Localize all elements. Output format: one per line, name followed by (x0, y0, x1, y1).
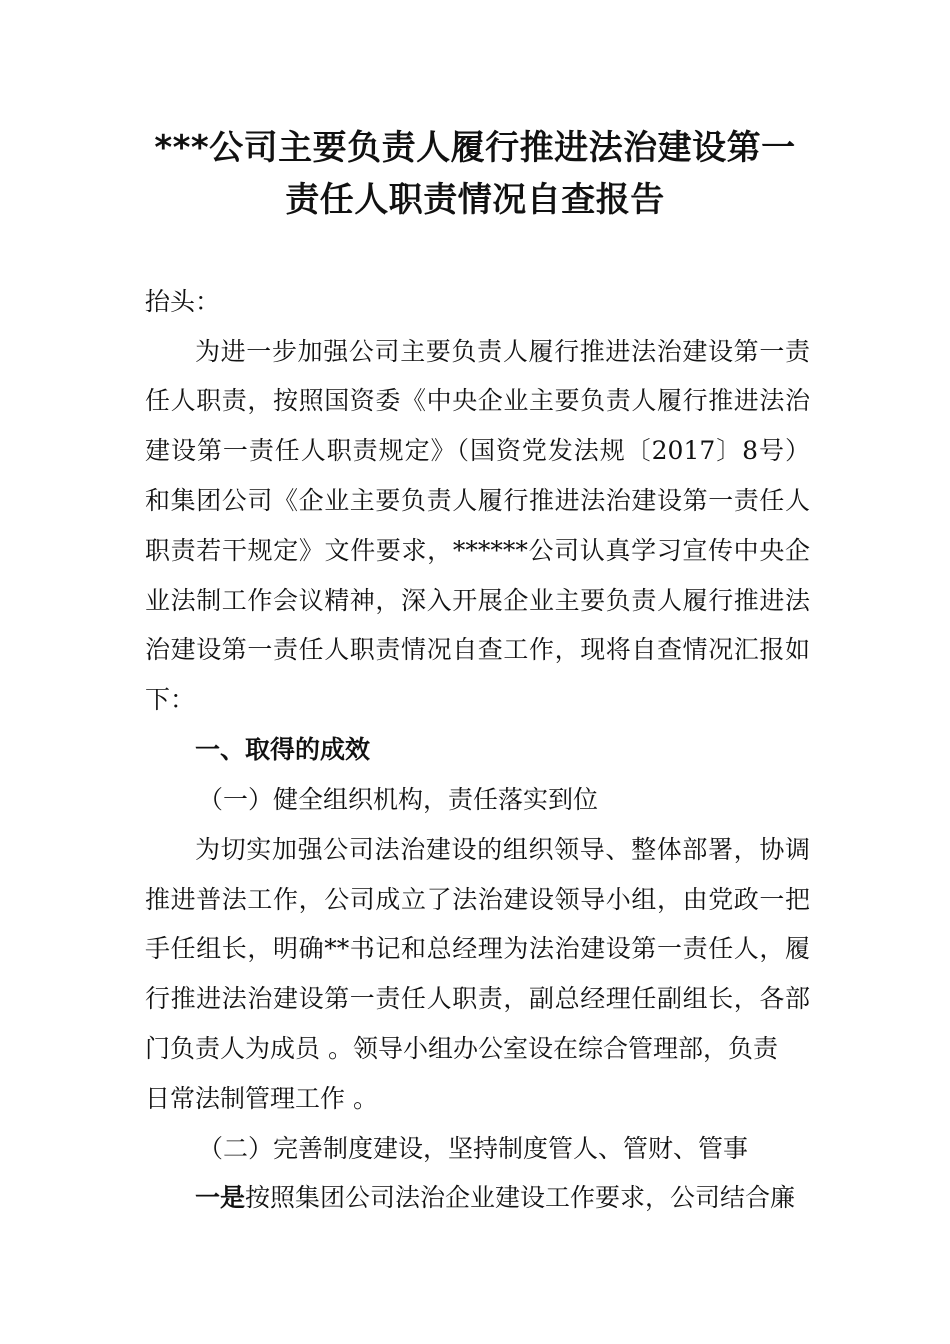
sub2-line-1 (195, 1181, 810, 1215)
subsection-heading-2: （二）完善制度建设，坚持制度管人、管财、管事 (198, 1134, 749, 1163)
intro-line-7: 治建设第一责任人职责情况自查工作，现将自查情况汇报如 (145, 635, 810, 664)
sub1-line-6: 日常法制管理工作 。 (145, 1084, 378, 1113)
sub2-line-text: 按照集团公司法治企业建设工作要求，公司结合廉 (245, 1183, 796, 1212)
sub1-line-3: 手任组长，明确**书记和总经理为法治建设第一责任人，履 (145, 934, 810, 963)
sub1-line-5: 门负责人为成员 。领导小组办公室设在综合管理部，负责 (145, 1034, 778, 1063)
intro-line-4: 和集团公司《企业主要负责人履行推进法治建设第一责任人 (145, 486, 810, 515)
sub1-line-2: 推进普法工作，公司成立了法治建设领导小组，由党政一把 (145, 885, 810, 914)
salutation: 抬头： (145, 287, 221, 316)
report-title-line-2: 责任人职责情况自查报告 (285, 180, 665, 220)
sub2-lead: 一是 (195, 1183, 246, 1212)
subsection-heading-1: （一）健全组织机构，责任落实到位 (198, 785, 599, 814)
intro-line-6: 业法制工作会议精神，深入开展企业主要负责人履行推进法 (145, 586, 810, 615)
sub1-line-1: 为切实加强公司法治建设的组织领导、整体部署，协调 (195, 835, 810, 864)
intro-line-3: 建设第一责任人职责规定》（国资党发法规〔2017〕8号） (145, 436, 810, 465)
intro-line-2: 任人职责，按照国资委《中央企业主要负责人履行推进法治 (145, 386, 810, 415)
intro-line-8: 下： (145, 685, 196, 714)
report-title-line-1: ***公司主要负责人履行推进法治建设第一 (154, 128, 796, 168)
section-heading-1: 一、取得的成效 (195, 735, 371, 764)
sub1-line-4: 行推进法治建设第一责任人职责，副总经理任副组长，各部 (145, 984, 810, 1013)
intro-line-1: 为进一步加强公司主要负责人履行推进法治建设第一责 (195, 337, 810, 366)
intro-line-5: 职责若干规定》文件要求，******公司认真学习宣传中央企 (145, 536, 810, 565)
